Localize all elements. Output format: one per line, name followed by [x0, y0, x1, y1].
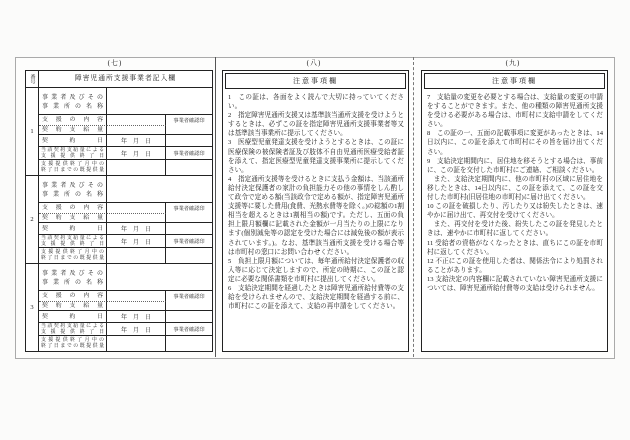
- field-provider-name: [107, 264, 212, 291]
- field-provider-name: [107, 176, 212, 203]
- number-column-header: 番号: [26, 71, 39, 87]
- empty-seal-cell: [166, 160, 212, 175]
- label-provider-name-line1: 事業者及びその: [42, 182, 103, 189]
- empty-seal-cell: [166, 223, 212, 235]
- label-contract-date: 契約日: [39, 135, 107, 147]
- label-end-date-line1: 当該契約支給量による: [41, 323, 104, 329]
- page-index-seven: (七): [107, 59, 123, 67]
- field-provided-amount: [107, 336, 166, 351]
- note-item: 1 この証は、各面をよく読んで大切に持っていてください。: [228, 94, 404, 111]
- entry-block-2: [26, 176, 212, 264]
- field-provided-amount: [107, 160, 166, 175]
- label-provided-amount-line2: 終了日までの既提供量: [41, 256, 104, 261]
- label-end-date-line2: 支援提供終了日: [41, 329, 104, 335]
- empty-seal-cell: [166, 311, 212, 323]
- label-provided-amount: [39, 336, 107, 351]
- label-provided-amount-line2: 終了日までの既提供量: [41, 344, 104, 349]
- label-end-date-line2: 支援提供終了日: [41, 153, 104, 159]
- label-provided-amount: [39, 248, 107, 263]
- note-item: 10 この証を破損したり、汚したり又は紛失したときは、速やかに届け出て、再交付を受けてください。: [427, 203, 603, 220]
- label-contract-amount: 契約支給量: [39, 214, 107, 223]
- note-item: 3 医療型児童発達支援を受けようとするときは、この証に医療保険の被保険者証及び肢体不自由児通所医療受給者証を添えて、指定医療型児童発達支援事業所に提示してください。: [228, 139, 404, 174]
- entry-grid: [39, 88, 212, 175]
- empty-seal-cell: [166, 248, 212, 263]
- label-provided-amount: [39, 160, 107, 175]
- label-end-date-line2: 支援提供終了日: [41, 241, 104, 247]
- provider-entry-table: [25, 70, 213, 352]
- empty-seal-cell: [166, 135, 212, 147]
- provider-seal-cell-1: 事業者確認印: [166, 115, 212, 135]
- panel-divider-solid: [215, 57, 216, 357]
- provider-seal-cell-1: 事業者確認印: [166, 203, 212, 223]
- label-provider-name: [39, 264, 107, 291]
- label-provider-name-line2: 事業所の名称: [42, 191, 103, 198]
- field-contract-amount: [107, 302, 166, 311]
- label-provider-name-line1: 事業者及びその: [42, 94, 103, 101]
- field-contract-date: 年 月 日: [107, 311, 166, 323]
- note-item: 7 支給量の変更を必要とする場合は、支給量の変更の申請をすることができます。また、他の種類の障害児通所支援を受ける必要がある場合は、市町村に支給申請をしてください。: [427, 94, 603, 129]
- notes-body: [422, 91, 607, 293]
- label-end-date: [39, 235, 107, 248]
- page-index-eight: (八): [306, 59, 322, 67]
- label-support-content: 支援の内容: [39, 291, 107, 302]
- field-end-date: 年 月 日: [107, 323, 166, 336]
- notes-panel-nine: [421, 70, 608, 352]
- label-provided-amount-line1: 支援提供終了月中の: [41, 250, 104, 256]
- provider-seal-cell-2: 事業者確認印: [166, 147, 212, 160]
- empty-seal-cell: [166, 336, 212, 351]
- note-item: 11 受給者の資格がなくなったときは、直ちにこの証を市町村に返してください。: [427, 239, 603, 256]
- label-contract-amount: 契約支給量: [39, 302, 107, 311]
- note-item: 6 支給決定期間を経過したときは障害児通所給付費等の支給を受けられませんので、支給決定期間を経過する前に、市町村にこの証を添えて、支給の再申請をしてください。: [228, 284, 404, 311]
- label-contract-date: 契約日: [39, 223, 107, 235]
- label-provider-name-line2: 事業所の名称: [42, 279, 103, 286]
- label-end-date: [39, 147, 107, 160]
- note-item: 9 支給決定期間内に、居住地を移そうとする場合は、事前に、この証を交付した市町村にご連絡、ご相談ください。: [427, 157, 603, 174]
- table-title: 障害児通所支援事業者記入欄: [74, 75, 177, 82]
- field-support-content: [107, 203, 166, 214]
- field-end-date: 年 月 日: [107, 147, 166, 160]
- field-contract-date: 年 月 日: [107, 135, 166, 147]
- note-item: また、支給決定期間内に、他の市町村の区域に居住地を移したときは、14日以内に、この証を添えて、この証を交付した市町村(旧居住地の市町村)に届け出てください。: [427, 175, 603, 202]
- label-end-date: [39, 323, 107, 336]
- label-provided-amount-line2: 終了日までの既提供量: [41, 168, 104, 173]
- entry-grid: [39, 264, 212, 351]
- label-contract-amount: 契約支給量: [39, 126, 107, 135]
- entry-block-1: [26, 88, 212, 176]
- label-provided-amount-line1: 支援提供終了月中の: [41, 338, 104, 344]
- field-provider-name: [107, 88, 212, 115]
- field-support-content: [107, 115, 166, 126]
- label-provider-name: [39, 176, 107, 203]
- note-item: 8 この証の一、五面の記載事項に変更があったときは、14日以内に、この証を添えて市町村にその旨を届け出てください。: [427, 130, 603, 156]
- note-item: 2 指定障害児通所支援又は基準該当通所支援を受けようとするときは、必ずこの証を指定障害児通所支援事業者等又は基準該当事業所に提示してください。: [228, 112, 404, 138]
- label-support-content: 支援の内容: [39, 203, 107, 214]
- label-end-date-line1: 当該契約支給量による: [41, 235, 104, 241]
- notes-title: 注意事項欄: [424, 73, 605, 89]
- provider-seal-cell-2: 事業者確認印: [166, 235, 212, 248]
- label-provided-amount-line1: 支援提供終了月中の: [41, 162, 104, 168]
- note-item: また、再交付を受けた後、紛失したこの証を発見したときは、速やかに市町村に返してください。: [427, 221, 603, 238]
- page-index-nine: (九): [505, 59, 521, 67]
- entry-block-3: [26, 264, 212, 351]
- label-provider-name-line1: 事業者及びその: [42, 270, 103, 277]
- note-item: 13 支給決定の内容欄に記載されていない障害児通所支援については、障害児通所給付費等の支給は受けられません。: [427, 275, 603, 292]
- field-end-date: 年 月 日: [107, 235, 166, 248]
- notes-panel-eight: [222, 70, 409, 352]
- provider-seal-cell-1: 事業者確認印: [166, 291, 212, 311]
- field-contract-amount: [107, 214, 166, 223]
- notes-title: 注意事項欄: [225, 73, 406, 89]
- entry-number: 3: [26, 264, 39, 351]
- panel-divider-dashed: [413, 57, 414, 357]
- entry-grid: [39, 176, 212, 263]
- entry-number: 1: [26, 88, 39, 175]
- label-provider-name-line2: 事業所の名称: [42, 103, 103, 110]
- table-header-row: [26, 71, 212, 88]
- note-item: 5 負担上限月額については、毎年通所給付決定保護者の収入等に応じて決定しますので、所定の時期に、この証と認定に必要な関係書類を市町村に提出してください。: [228, 257, 404, 283]
- notes-body: [223, 91, 408, 311]
- provider-seal-cell-2: 事業者確認印: [166, 323, 212, 336]
- label-contract-date: 契約日: [39, 311, 107, 323]
- field-contract-date: 年 月 日: [107, 223, 166, 235]
- field-provided-amount: [107, 248, 166, 263]
- field-contract-amount: [107, 126, 166, 135]
- field-support-content: [107, 291, 166, 302]
- label-provider-name: [39, 88, 107, 115]
- note-item: 4 指定通所支援等を受けるときに支払う金額は、当該通所給付決定保護者の家計の負担能力その他の事情をしん酌して政令で定める額(当該政令で定める額が、指定障害児通所支援等に要した費用(食費、光熱水費等を除く。)の総額の1割相当を超えるときは1割相当の額)です。ただし、五面の負担上限月額欄に記載された金額が一月当たりの上限になります(個別減免等の認定を受けた場合には減免後の額が表示されています。)。なお、基準該当通所支援を受ける場合等は市町村の窓口にお問い合わせください。: [228, 175, 404, 256]
- label-end-date-line1: 当該契約支給量による: [41, 147, 104, 153]
- note-item: 12 不正にこの証を使用した者は、関係法令により処罰されることがあります。: [427, 257, 603, 274]
- entry-number: 2: [26, 176, 39, 263]
- label-support-content: 支援の内容: [39, 115, 107, 126]
